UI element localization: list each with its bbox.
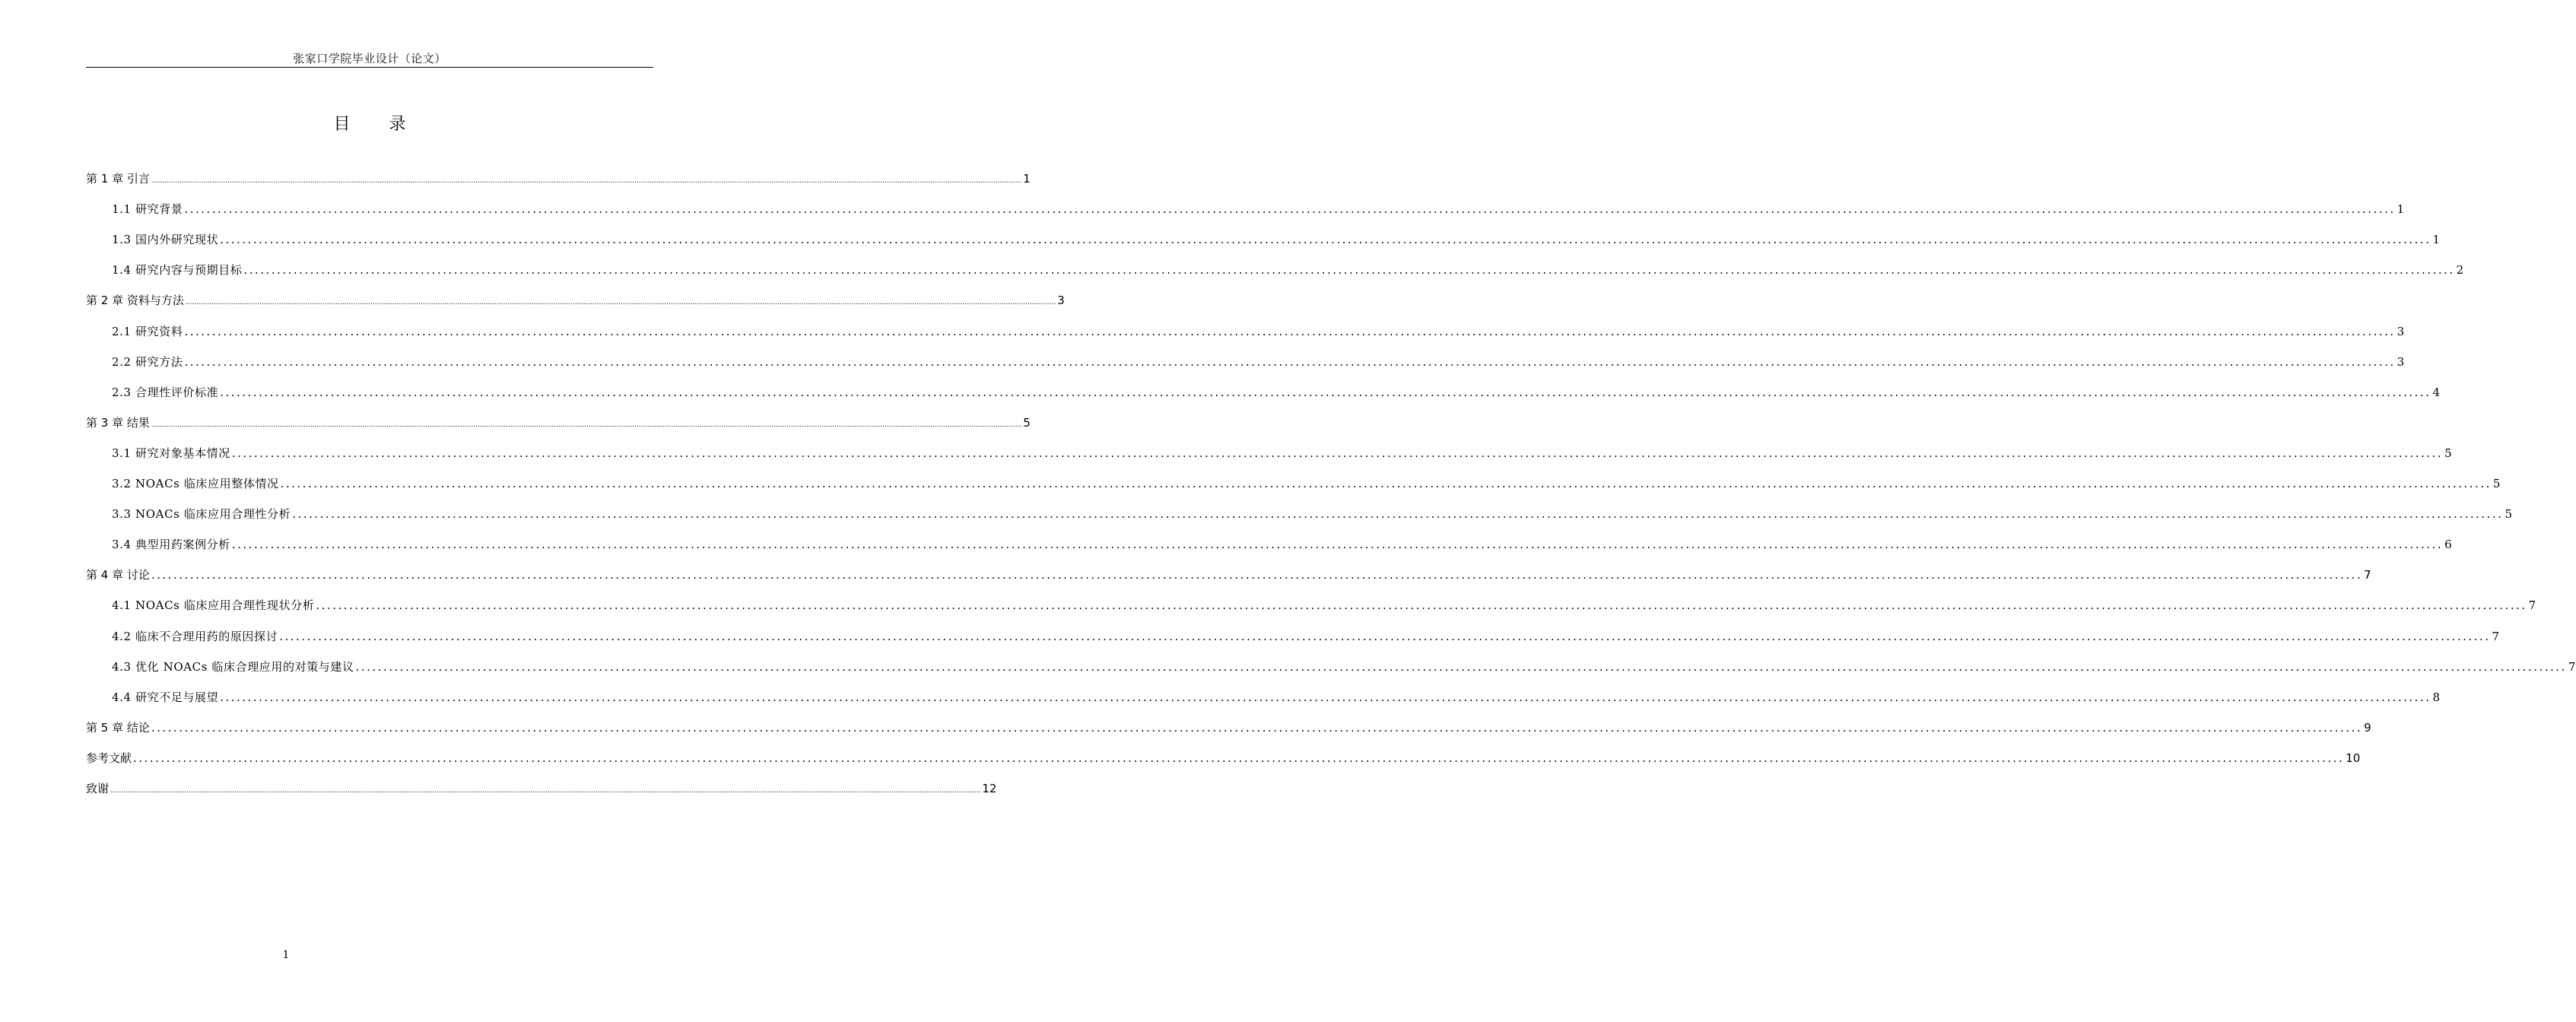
toc-entry-page: 3 [1057, 294, 1065, 308]
toc-leader-dots: ................................................................................................................................................................................................................................................................................................................................................................................................................ [220, 233, 2431, 247]
toc-entry-page: 9 [2364, 720, 2371, 735]
toc-entry-label: 1.1 研究背景 [112, 202, 183, 217]
toc-entry-page: 7 [2528, 598, 2536, 613]
toc-leader-dots: ................................................................................................................................................................................................................................................................................................................................................................................................................ [279, 629, 2491, 643]
toc-leader-dots: ................................................................................................................................................................................................................................................................................................................................................................................................................ [151, 568, 2363, 582]
header-rule [86, 67, 653, 68]
toc-entry[interactable] [86, 780, 997, 798]
toc-leader-dots: ................................................................................................................................................................................................................................................................................................................................................................................................................ [185, 299, 1056, 307]
toc-entry[interactable] [86, 597, 2536, 615]
toc-entry-page: 3 [2397, 324, 2405, 338]
toc-entry-label: 4.2 临床不合理用药的原因探讨 [112, 629, 278, 643]
toc-leader-dots: ................................................................................................................................................................................................................................................................................................................................................................................................................ [220, 385, 2431, 399]
toc-entry[interactable] [86, 414, 1031, 433]
toc-entry-label: 2.1 研究资料 [112, 324, 183, 338]
toc-entry-label: 3.4 典型用药案例分析 [112, 538, 230, 552]
toc-entry[interactable] [86, 323, 2405, 341]
toc-leader-dots: ................................................................................................................................................................................................................................................................................................................................................................................................................ [220, 690, 2431, 704]
toc-entry-label: 3.3 NOACs 临床应用合理性分析 [112, 507, 291, 522]
toc-leader-dots: ................................................................................................................................................................................................................................................................................................................................................................................................................ [110, 787, 981, 795]
toc-entry-label: 第 4 章 讨论 [86, 568, 150, 582]
toc-entry-label: 1.3 国内外研究现状 [112, 233, 219, 247]
toc-leader-dots: ................................................................................................................................................................................................................................................................................................................................................................................................................ [133, 751, 2345, 765]
toc-entry[interactable] [86, 201, 2405, 219]
toc-entry[interactable] [86, 170, 1031, 189]
toc-entry-page: 8 [2432, 690, 2441, 704]
toc-entry[interactable] [86, 475, 2501, 494]
toc-leader-dots: ................................................................................................................................................................................................................................................................................................................................................................................................................ [151, 421, 1022, 429]
toc-entry[interactable] [86, 292, 1065, 310]
toc-entry[interactable] [86, 689, 2441, 707]
toc-entry-page: 6 [2444, 538, 2453, 552]
toc-leader-dots: ................................................................................................................................................................................................................................................................................................................................................................................................................ [151, 720, 2363, 735]
toc-leader-dots: ................................................................................................................................................................................................................................................................................................................................................................................................................ [231, 538, 2444, 552]
toc-entry-label: 4.3 优化 NOACs 临床合理应用的对策与建议 [112, 659, 354, 674]
toc-leader-dots: ................................................................................................................................................................................................................................................................................................................................................................................................................ [184, 324, 2396, 338]
toc-entry-label: 第 2 章 资料与方法 [86, 294, 184, 308]
toc-entry-page: 1 [1023, 172, 1031, 186]
toc-entry[interactable] [86, 506, 2513, 524]
toc-entry-page: 1 [2432, 233, 2441, 247]
toc-entry-page: 2 [2456, 263, 2464, 278]
toc-entry-label: 2.2 研究方法 [112, 354, 183, 369]
toc-leader-dots: ................................................................................................................................................................................................................................................................................................................................................................................................................ [280, 477, 2492, 490]
running-header: 张家口学院毕业设计（论文） [293, 52, 446, 65]
toc-leader-dots: ................................................................................................................................................................................................................................................................................................................................................................................................................ [151, 177, 1022, 185]
toc-entry[interactable] [86, 628, 2500, 646]
toc-leader-dots: ................................................................................................................................................................................................................................................................................................................................................................................................................ [243, 263, 2455, 278]
toc-entry-page: 1 [2397, 202, 2405, 217]
toc-entry-label: 4.1 NOACs 临床应用合理性现状分析 [112, 598, 315, 613]
toc-entry[interactable] [86, 719, 2371, 738]
page-title: 目 录 [333, 115, 423, 134]
toc-entry-page: 5 [2492, 477, 2501, 490]
toc-leader-dots: ................................................................................................................................................................................................................................................................................................................................................................................................................ [184, 202, 2396, 217]
toc-entry[interactable] [86, 567, 2371, 585]
toc-entry-page: 5 [1023, 415, 1031, 430]
page-number: 1 [282, 949, 290, 961]
toc-entry-label: 2.3 合理性评价标准 [112, 385, 219, 399]
toc-entry[interactable] [86, 262, 2464, 280]
toc-entry-label: 致谢 [86, 782, 110, 795]
toc-entry-label: 参考文献 [86, 751, 132, 765]
toc-entry-page: 7 [2568, 659, 2576, 674]
toc-entry-label: 第 1 章 引言 [86, 172, 150, 186]
toc-entry-label: 第 5 章 结论 [86, 720, 150, 735]
toc-entry-page: 7 [2364, 568, 2371, 582]
toc-entry[interactable] [86, 384, 2441, 402]
toc-leader-dots: ................................................................................................................................................................................................................................................................................................................................................................................................................ [292, 507, 2504, 522]
toc-leader-dots: ................................................................................................................................................................................................................................................................................................................................................................................................................ [231, 446, 2444, 460]
toc-entry[interactable] [86, 445, 2453, 463]
toc-entry[interactable] [86, 354, 2405, 372]
toc-entry-page: 10 [2346, 751, 2361, 765]
toc-entry[interactable] [86, 659, 2576, 677]
toc-entry-page: 12 [982, 782, 997, 795]
toc-leader-dots: ................................................................................................................................................................................................................................................................................................................................................................................................................ [184, 354, 2396, 369]
toc-entry-page: 4 [2432, 385, 2441, 399]
toc-entry-label: 第 3 章 结果 [86, 415, 150, 430]
toc-entry-page: 5 [2444, 446, 2453, 460]
toc-leader-dots: ................................................................................................................................................................................................................................................................................................................................................................................................................ [316, 598, 2527, 613]
toc-entry-label: 1.4 研究内容与预期目标 [112, 263, 243, 278]
toc-entry-label: 3.1 研究对象基本情况 [112, 446, 230, 460]
toc-entry-page: 3 [2397, 354, 2405, 369]
toc-entry-label: 3.2 NOACs 临床应用整体情况 [112, 477, 279, 490]
toc-entry[interactable] [86, 750, 2361, 768]
toc-entry[interactable] [86, 231, 2441, 249]
toc-entry-page: 5 [2505, 507, 2513, 522]
toc-entry[interactable] [86, 536, 2453, 554]
toc-entry-label: 4.4 研究不足与展望 [112, 690, 219, 704]
toc-leader-dots: ................................................................................................................................................................................................................................................................................................................................................................................................................ [355, 659, 2567, 674]
toc-entry-page: 7 [2492, 629, 2500, 643]
